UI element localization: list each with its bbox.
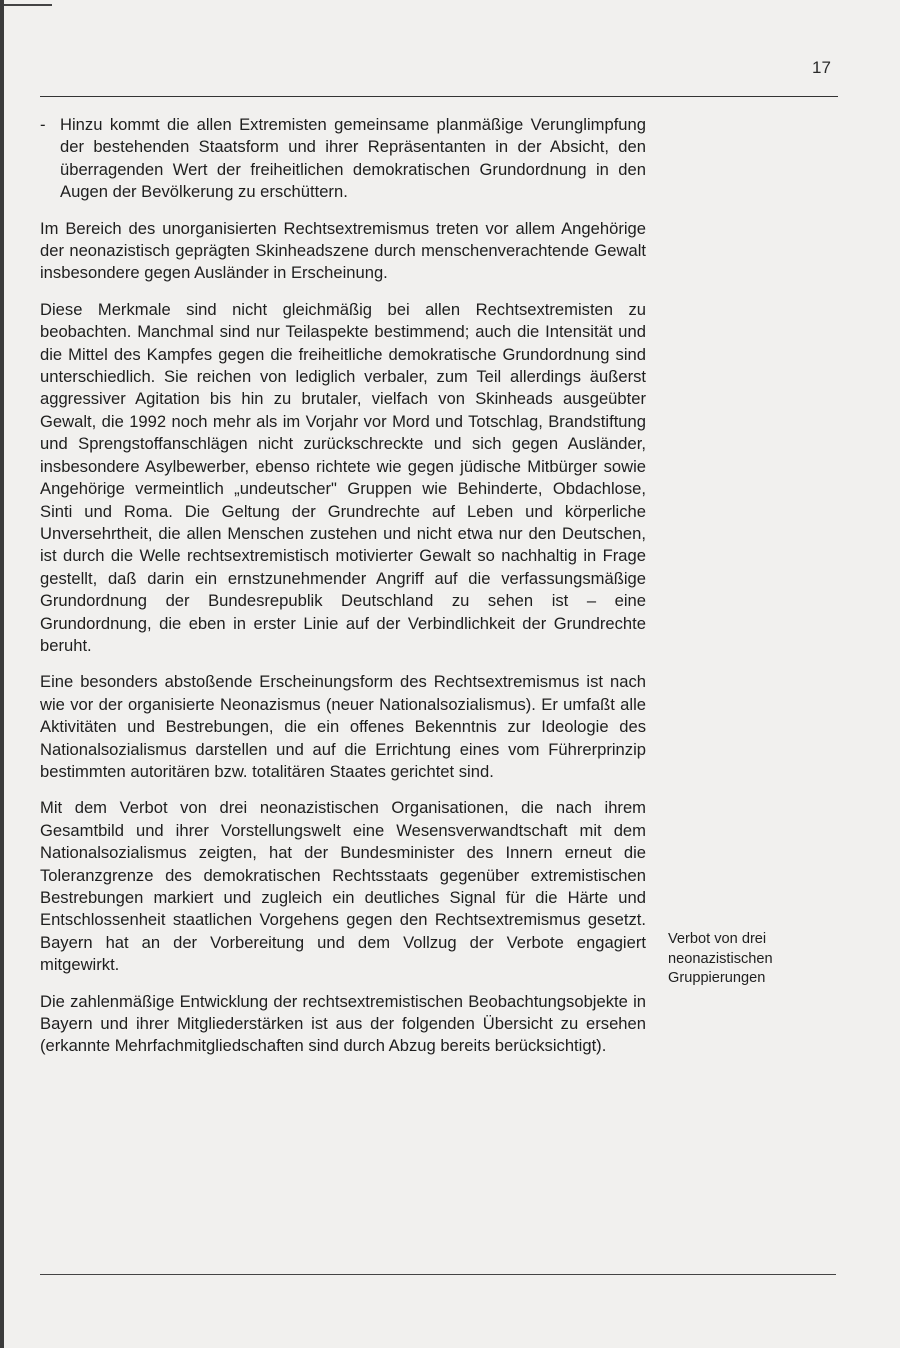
- bullet-dash: -: [40, 115, 46, 134]
- paragraph: Die zahlenmäßige Entwicklung der rechtsextremistischen Beobachtungsobjekte in Bayern und ihrer Mitgliederstärken ist aus der folgenden Übersicht zu ersehen (erkannte Mehrfachmitgliedschaften sind durch Abzug bereits berücksichtigt).: [40, 991, 646, 1056]
- margin-note: Verbot von drei neonazistischen Gruppierungen: [668, 931, 773, 986]
- page-number: 17: [812, 58, 831, 77]
- paragraph-text: Hinzu kommt die allen Extremisten gemeinsame planmäßige Verunglimpfung der bestehenden Staatsform und ihrer Repräsentanten in der Absicht, den überragenden Wert der freiheitlichen demokratischen Grundordnung in den Augen der Bevölkerung zu erschüttern.: [60, 115, 646, 202]
- binding-edge: [0, 0, 4, 1348]
- footer-rule: [40, 1274, 836, 1275]
- paragraph: Im Bereich des unorganisierten Rechtsextremismus treten vor allem Angehörige der neonazistisch geprägten Skinheadszene durch menschenverachtende Gewalt insbesondere gegen Ausländer in Erscheinung.: [40, 218, 646, 283]
- main-text-column: [40, 114, 646, 1072]
- bullet-paragraph: [40, 114, 646, 204]
- header-rule: [40, 96, 838, 97]
- paragraph: Mit dem Verbot von drei neonazistischen Organisationen, die nach ihrem Gesamtbild und ihrer Vorstellungswelt eine Wesensverwandtschaft mit dem Nationalsozialismus zeigten, hat der Bundesminister des Innern erneut die Toleranzgrenze des demokratischen Rechtsstaats gegenüber extremistischen Bestrebungen markiert und zugleich ein deutliches Signal für die Härte und Entschlossenheit staatlichen Vorgehens gegen den Rechtsextremismus gesetzt. Bayern hat an der Vorbereitung und dem Vollzug der Verbote engagiert mitgewirkt.: [40, 798, 646, 975]
- paragraph: Eine besonders abstoßende Erscheinungsform des Rechtsextremismus ist nach wie vor der organisierte Neonazismus (neuer Nationalsozialismus). Er umfaßt alle Aktivitäten und Bestrebungen, die ein offenes Bekenntnis zur Ideologie des Nationalsozialismus darstellen und auf die Errichtung eines vom Führerprinzip bestimmten autoritären bzw. totalitären Staates gerichtet sind.: [40, 672, 646, 781]
- corner-mark: [4, 4, 52, 6]
- paragraph: Diese Merkmale sind nicht gleichmäßig bei allen Rechtsextremisten zu beobachten. Manchmal sind nur Teilaspekte bestimmend; auch die Intensität und die Mittel des Kampfes gegen die freiheitliche demokratische Grundordnung sind unterschiedlich. Sie reichen von lediglich verbaler, zum Teil allerdings äußerst aggressiver Agitation bis hin zu brutaler, vielfach von Skinheads ausgeübter Gewalt, die 1992 noch mehr als im Vorjahr vor Mord und Totschlag, Brandstiftung und Sprengstoffanschlägen nicht zurückschreckte und sich gegen Ausländer, insbesondere Asylbewerber, ebenso richtete wie gegen jüdische Mitbürger sowie Angehörige vermeintlich „undeutscher" Gruppen wie Behinderte, Obdachlose, Sinti und Roma. Die Geltung der Grundrechte auf Leben und körperliche Unversehrtheit, die allen Menschen zustehen und nicht etwa nur den Deutschen, ist durch die Welle rechtsextremistisch motivierter Gewalt so nachhaltig in Frage gestellt, daß darin ein ernstzunehmender Angriff auf die verfassungsmäßige Grundordnung der Bundesrepublik Deutschland zu sehen ist – eine Grundordnung, die eben in erster Linie auf der Verbindlichkeit der Grundrechte beruht.: [40, 299, 646, 655]
